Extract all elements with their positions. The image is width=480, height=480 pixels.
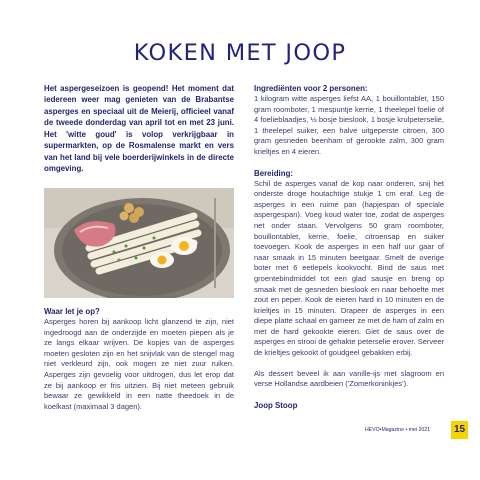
ingredients-body: 1 kilogram witte asperges liefst AA, 1 bouillontablet, 150 gram roomboter, 1 mespuntje kerrie, 1 theelepel foelie of 4 foelieblaadjes, ½ bosje bieslook, 1 bosje krulpeterselie, 1 theelepel suiker, een halve uitgeperste citroen, 300 gram gesneden beenham of gerookte zalm, 300 gram krieltjes en 4 eieren. <box>254 94 444 156</box>
section-body: Asperges horen bij aankoop licht glanzend te zijn, niet ingedroogd aan de onderzijde en moeten piepen als je ze langs elkaar wrijven. De kopjes van de asperges moeten gesloten zijn en het snijvlak van de stengel mag niet verkleurd zijn, ook mogen ze niet zuur ruiken. Asperges zijn gevoelig voor uitdrogen, dus let erop dat ze bij aankoop er fris uitzien. Bij niet meteen gebruik bewaar ze gewikkeld in een natte theedoek in de koelkast (maximaal 3 dagen). <box>44 317 234 411</box>
left-lower-column <box>44 306 234 412</box>
page-number: 15 <box>451 421 468 439</box>
dessert-text: Als dessert beveel ik aan vanille-ijs met slagroom en verse Hollandse aardbeien ('Zomerkoninkjes'). <box>254 368 444 389</box>
signature: Joop Stoop <box>254 400 298 410</box>
section-heading: Waar let je op? <box>44 307 100 316</box>
right-column <box>254 83 444 411</box>
preparation-heading: Bereiding: <box>254 168 294 178</box>
intro-paragraph: Het aspergeseizoen is geopend! Het moment dat iedereen weer mag genieten van de Brabantse asperges en speciaal uit de Meierij, officieel vanaf de tweede donderdag van april tot en met 23 juni. Het 'witte goud' is volop verkrijgbaar in supermarkten, op de Rosmalense markt en vers van het land bij vele boerderijwinkels in de directe omgeving. <box>44 84 234 174</box>
footer-magazine: HEVO•Magazine • mei 2021 <box>364 427 430 433</box>
ingredients-heading: Ingrediënten voor 2 personen: <box>254 84 368 93</box>
dish-illustration <box>44 188 234 298</box>
preparation-body: Schil de asperges vanaf de kop naar onderen, snij het onderste droge houtachtige stukje 1 cm eraf. Leg de asperges in een ruime pan (hapjespan of speciale aspergespan). Voeg koud water toe, zodat de asperges net onder staan. Vervolgens 50 gram roomboter, bouillontablet, kerrie, foelie, citroensap en suiker toevoegen. Kook de asperges in een half uur gaar of naar smaak in 15 minuten beetgaar. Smelt de overige boter met 6 eetlepels kookvocht. Bind de saus met groentebindmiddel tot een glad sausje en breng op smaak met de gesneden bieslook en naar behoefte met zout en peper. Kook de eieren hard in 10 minuten en de krieltjes in 15 minuten. Drapeer de asperges in een diepe platte schaal en garneer ze met de ham of zalm en met de hard gekookte eieren. Giet de saus over de asperges en strooi de gehakte peterselie erover. Serveer de krieltjes gekookt of goudgeel gebakken erbij. <box>254 178 444 358</box>
left-column <box>44 83 234 175</box>
asparagus-dish-photo <box>44 188 234 298</box>
article-title: KOKEN MET JOOP <box>133 40 347 66</box>
